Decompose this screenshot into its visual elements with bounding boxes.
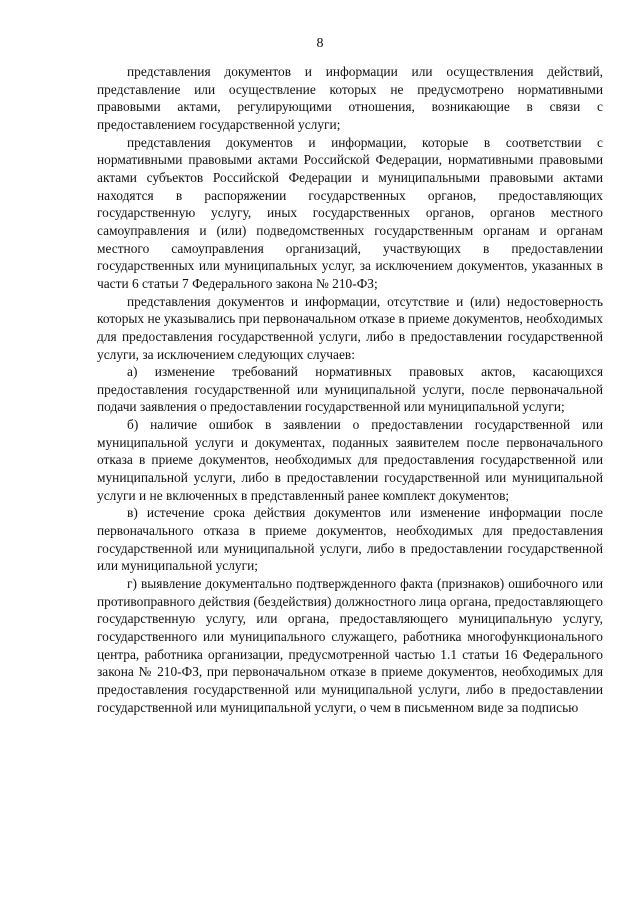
page-number: 8 (316, 36, 324, 51)
paragraph-missing-documents: представления документов и информации, отсутствие и (или) недостоверность которых не указывались при первоначальном отказе в приеме документов, необходимых для предоставления государственной услуги, либо в предоставлении государственной услуги, за исключением следующих случаев: (97, 293, 603, 362)
paragraph-submission-actions: представления документов и информации или осуществления действий, представление или осуществление которых не предусмотрено нормативными правовыми актами, регулирующими отношения, возникающие в связи с предоставлением государственной услуги; (97, 64, 603, 132)
list-item-v: в) истечение срока действия документов или изменение информации после первоначального отказа в приеме документов, необходимых для предоставления государственной или муниципальной услуги, либо в предоставлении государственной или муниципальной услуги; (97, 505, 603, 574)
list-item-b: б) наличие ошибок в заявлении о предоставлении государственной или муниципальной услуги и документах, поданных заявителем после первоначального отказа в приеме документов, необходимых для предоставления государственной или муниципальной услуги, либо в предоставлении государственной или муниципальной услуги и не включенных в представленный ранее комплект документов; (97, 417, 603, 503)
list-item-a: а) изменение требований нормативных правовых актов, касающихся предоставления государственной или муниципальной услуги, после первоначальной подачи заявления о предоставлении государственной или муниципальной услуги; (97, 364, 603, 415)
paragraph-documents-in-possession: представления документов и информации, которые в соответствии с нормативными правовыми актами Российской Федерации, нормативными правовыми актами субъектов Российской Федерации и муниципальными правовыми актами находятся в распоряжении государственных органов, предоставляющих государственную услугу, иных государственных органов, органов местного самоуправления и (или) подведомственных государственным органам и органам местного самоуправления организаций, участвующих в предоставлении государственных или муниципальных услуг, за исключением документов, указанных в части 6 статьи 7 Федерального закона № 210-ФЗ; (97, 134, 603, 291)
list-item-g: г) выявление документально подтвержденного факта (признаков) ошибочного или противоправного действия (бездействия) должностного лица органа, предоставляющего государственную услугу, или органа, предоставляющего муниципальную услугу, государственного или муниципального служащего, работника многофункционального центра, работника организации, предусмотренной частью 1.1 статьи 16 Федерального закона № 210-ФЗ, при первоначальном отказе в приеме документов, необходимых для предоставления государственной или муниципальной услуги, либо в предоставлении государственной или муниципальной услуги, о чем в письменном виде за подписью (97, 576, 603, 715)
document-body (97, 63, 603, 716)
